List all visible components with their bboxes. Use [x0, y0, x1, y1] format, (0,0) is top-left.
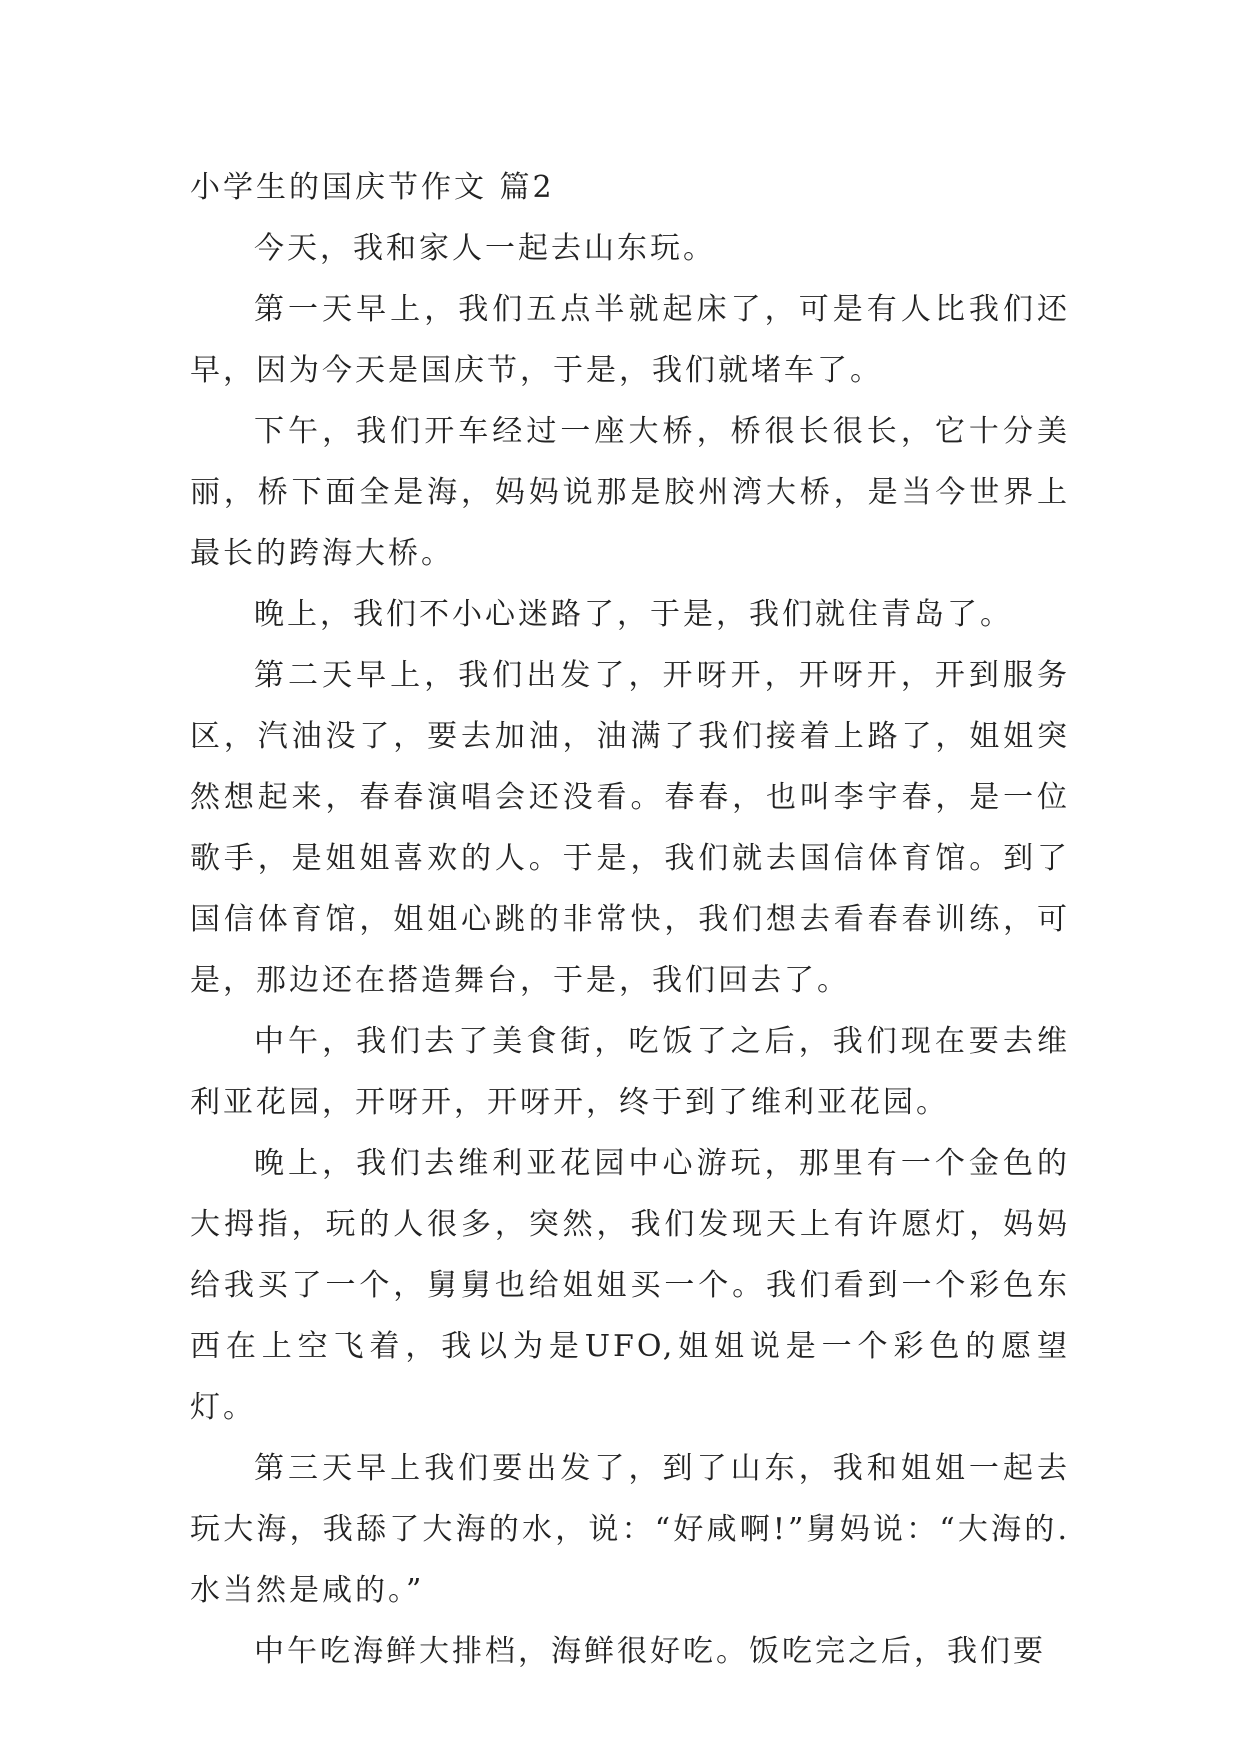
paragraph: 中午吃海鲜大排档，海鲜很好吃。饭吃完之后，我们要 — [254, 1634, 1046, 1669]
paragraph: 第二天早上，我们出发了，开呀开，开呀开，开到服务区，汽油没了，要去加油，油满了我们接着上路了，姐姐突然想起来，春春演唱会还没看。春春，也叫李宇春，是一位歌手，是姐姐喜欢的人。于是，我们就去国信体育馆。到了国信体育馆，姐姐心跳的非常快，我们想去看春春训练，可是，那边还在搭造舞台，于是，我们回去了。 — [190, 658, 1070, 998]
paragraph: 晚上，我们去维利亚花园中心游玩，那里有一个金色的大拇指，玩的人很多，突然，我们发现天上有许愿灯，妈妈给我买了一个，舅舅也给姐姐买一个。我们看到一个彩色东西在上空飞着，我以为是UFO,姐姐说是一个彩色的愿望灯。 — [190, 1146, 1070, 1425]
paragraph: 中午，我们去了美食街，吃饭了之后，我们现在要去维利亚花园，开呀开，开呀开，终于到了维利亚花园。 — [190, 1024, 1070, 1120]
paragraph: 第三天早上我们要出发了，到了山东，我和姐姐一起去玩大海，我舔了大海的水，说：“好咸啊!”舅妈说：“大海的.水当然是咸的。” — [190, 1451, 1070, 1608]
document-title: 小学生的国庆节作文 篇2 — [190, 170, 555, 205]
paragraph: 今天，我和家人一起去山东玩。 — [254, 231, 716, 266]
document-body — [190, 157, 1070, 1682]
paragraph: 晚上，我们不小心迷路了，于是，我们就住青岛了。 — [254, 597, 1013, 632]
paragraph: 下午，我们开车经过一座大桥，桥很长很长，它十分美丽，桥下面全是海，妈妈说那是胶州湾大桥，是当今世界上最长的跨海大桥。 — [190, 414, 1070, 571]
paragraph: 第一天早上，我们五点半就起床了，可是有人比我们还早，因为今天是国庆节，于是，我们就堵车了。 — [190, 292, 1070, 388]
